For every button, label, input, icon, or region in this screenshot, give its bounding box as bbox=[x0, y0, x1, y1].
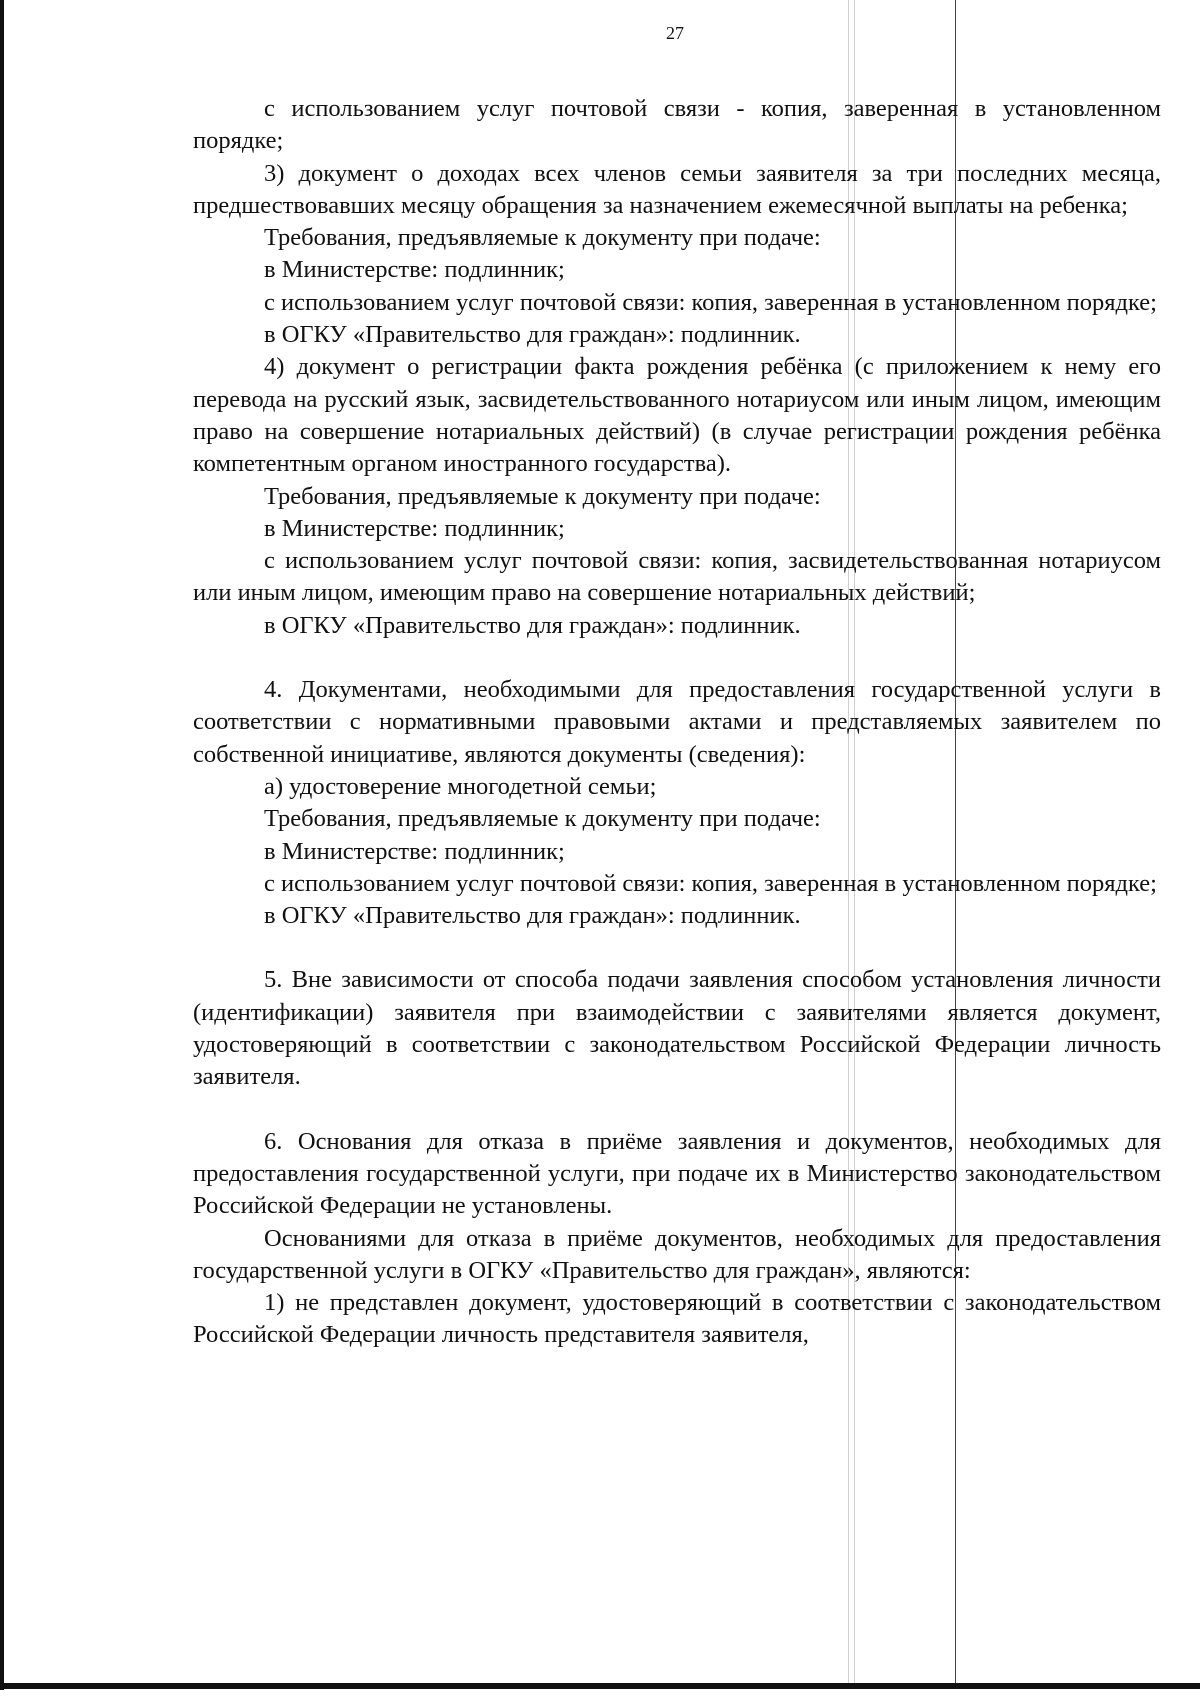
page-border-left bbox=[0, 0, 4, 1690]
paragraph: с использованием услуг почтовой связи: копия, заверенная в установленном порядке; bbox=[264, 288, 1157, 316]
paragraph: с использованием услуг почтовой связи: копия, заверенная в установленном порядке; bbox=[264, 869, 1157, 897]
paragraph: 4) документ о регистрации факта рождения ребёнка (с приложением к нему его перевода на русский язык, засвидетельствованного нотариусом или иным лицом, имеющим право на совершение нотариальных действий) (в случае регистрации рождения ребёнка компетентным органом иностранного государства). bbox=[193, 353, 1161, 478]
document-body bbox=[193, 93, 1161, 1352]
paragraph: 3) документ о доходах всех членов семьи заявителя за три последних месяца, предшествовавших месяцу обращения за назначением ежемесячной выплаты на ребенка; bbox=[193, 159, 1161, 219]
page-number: 27 bbox=[666, 23, 684, 43]
section-paragraph: 5. Вне зависимости от способа подачи заявления способом установления личности (идентификации) заявителя при взаимодействии с заявителями является документ, удостоверяющий в соответствии с законодательством Российской Федерации личность заявителя. bbox=[193, 966, 1161, 1091]
paragraph: с использованием услуг почтовой связи - копия, заверенная в установленном порядке; bbox=[193, 95, 1161, 155]
page-border-bottom bbox=[0, 1683, 1200, 1689]
paragraph: Требования, предъявляемые к документу при подаче: bbox=[264, 224, 821, 252]
paragraph: Требования, предъявляемые к документу при подаче: bbox=[264, 805, 821, 833]
section-paragraph: 6. Основания для отказа в приёме заявления и документов, необходимых для предоставления государственной услуги, при подаче их в Министерство законодательством Российской Федерации не установлены. bbox=[193, 1127, 1161, 1220]
paragraph: а) удостоверение многодетной семьи; bbox=[264, 772, 657, 800]
section-paragraph: 4. Документами, необходимыми для предоставления государственной услуги в соответствии с нормативными правовыми актами и представляемых заявителем по собственной инициативе, являются документы (сведения): bbox=[193, 676, 1161, 768]
paragraph: в Министерстве: подлинник; bbox=[264, 837, 565, 865]
paragraph: в Министерстве: подлинник; bbox=[264, 256, 565, 284]
paragraph: с использованием услуг почтовой связи: копия, засвидетельствованная нотариусом или иным лицом, имеющим право на совершение нотариальных действий; bbox=[193, 547, 1161, 607]
paragraph: в ОГКУ «Правительство для граждан»: подлинник. bbox=[264, 321, 801, 349]
paragraph: в Министерстве: подлинник; bbox=[264, 514, 565, 542]
paragraph: в ОГКУ «Правительство для граждан»: подлинник. bbox=[264, 611, 801, 639]
paragraph: в ОГКУ «Правительство для граждан»: подлинник. bbox=[264, 902, 801, 930]
paragraph: 1) не представлен документ, удостоверяющий в соответствии с законодательством Российской Федерации личность представителя заявителя, bbox=[193, 1289, 1161, 1349]
paragraph: Требования, предъявляемые к документу при подаче: bbox=[264, 482, 821, 510]
paragraph: Основаниями для отказа в приёме документов, необходимых для предоставления государственной услуги в ОГКУ «Правительство для граждан», являются: bbox=[193, 1224, 1161, 1284]
